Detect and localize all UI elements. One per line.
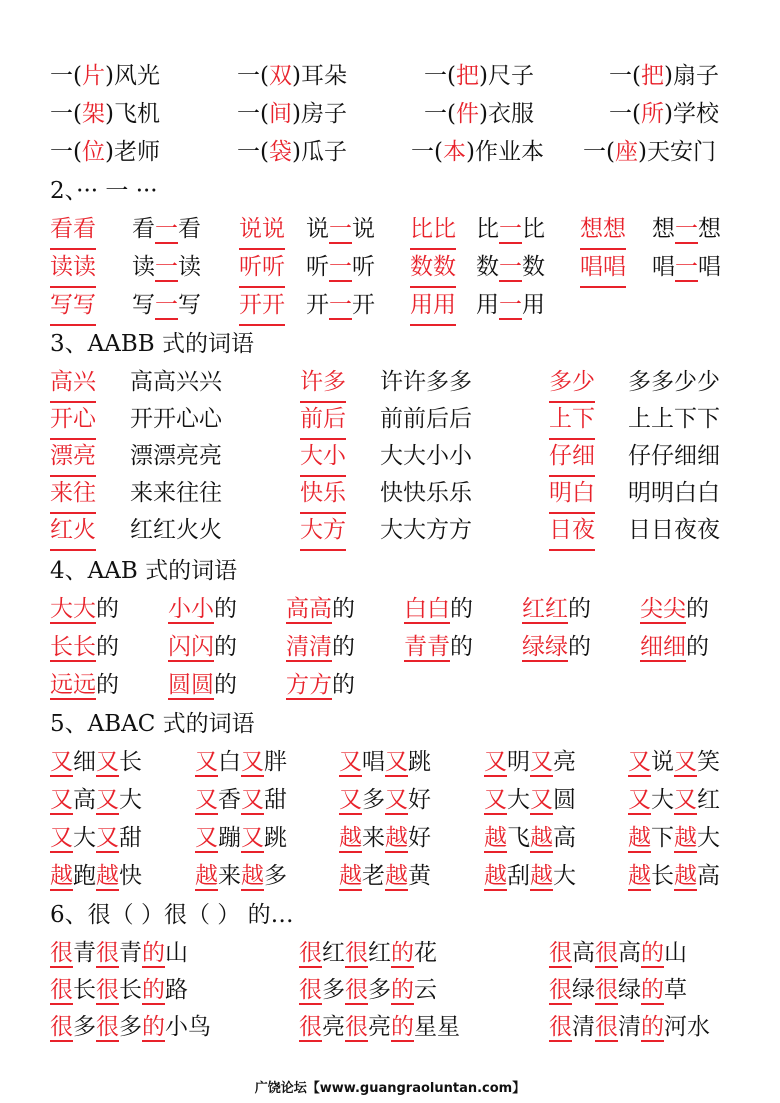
abac-row bbox=[0, 857, 780, 895]
abac-row bbox=[0, 781, 780, 819]
measure-item: 一(所)学校 bbox=[609, 101, 719, 127]
verb-pair: 数数 bbox=[410, 248, 456, 288]
footer-site-link[interactable]: 广饶论坛【www.guangraoluntan.com】 bbox=[254, 1081, 526, 1096]
verb-form: 比一比 bbox=[476, 216, 545, 242]
hen-phrase: 很多很多的云 bbox=[299, 977, 437, 1003]
verb-form: 开一开 bbox=[306, 292, 375, 318]
aabb-row bbox=[0, 400, 780, 438]
base-word: 多少 bbox=[549, 363, 595, 403]
measure-item: 一(本)作业本 bbox=[411, 139, 544, 165]
abac-word: 越飞越高 bbox=[484, 825, 576, 851]
measure-row bbox=[0, 95, 780, 133]
abac-word: 越长越高 bbox=[628, 863, 720, 889]
aab-word: 远远的 bbox=[50, 672, 119, 698]
base-word: 仔细 bbox=[549, 437, 595, 477]
aabb-word: 来来往往 bbox=[130, 480, 222, 506]
base-word: 开心 bbox=[50, 400, 96, 440]
aab-row bbox=[0, 628, 780, 666]
verb-pair: 想想 bbox=[580, 210, 626, 250]
measure-item: 一(双)耳朵 bbox=[237, 63, 347, 89]
verb-form: 看一看 bbox=[132, 216, 201, 242]
abac-word: 越刮越大 bbox=[484, 863, 576, 889]
base-word: 前后 bbox=[300, 400, 346, 440]
verb-row bbox=[0, 248, 780, 286]
measure-item: 一(间)房子 bbox=[237, 101, 347, 127]
aabb-word: 开开心心 bbox=[130, 406, 222, 432]
base-word: 上下 bbox=[549, 400, 595, 440]
section-heading: 5、ABAC 式的词语 bbox=[50, 711, 255, 737]
verb-row bbox=[0, 286, 780, 324]
aabb-word: 上上下下 bbox=[628, 406, 720, 432]
aab-word: 方方的 bbox=[286, 672, 355, 698]
aabb-word: 高高兴兴 bbox=[130, 369, 222, 395]
abac-word: 又大又红 bbox=[628, 787, 720, 813]
base-word: 大小 bbox=[300, 437, 346, 477]
abac-word: 又唱又跳 bbox=[339, 749, 431, 775]
aabb-word: 大大小小 bbox=[380, 443, 472, 469]
aabb-word: 多多少少 bbox=[628, 369, 720, 395]
aabb-row bbox=[0, 437, 780, 475]
hen-phrase: 很清很清的河水 bbox=[549, 1014, 710, 1040]
hen-row bbox=[0, 971, 780, 1009]
measure-item: 一(架)飞机 bbox=[50, 101, 160, 127]
verb-pair: 用用 bbox=[410, 286, 456, 326]
verb-pair: 写写 bbox=[50, 286, 96, 326]
aabb-row bbox=[0, 511, 780, 549]
measure-item: 一(把)尺子 bbox=[424, 63, 534, 89]
verb-form: 写一写 bbox=[132, 292, 201, 318]
hen-phrase: 很红很红的花 bbox=[299, 940, 437, 966]
hen-phrase: 很绿很绿的草 bbox=[549, 977, 687, 1003]
base-word: 许多 bbox=[300, 363, 346, 403]
base-word: 漂亮 bbox=[50, 437, 96, 477]
abac-word: 又说又笑 bbox=[628, 749, 720, 775]
base-word: 明白 bbox=[549, 474, 595, 514]
abac-word: 越下越大 bbox=[628, 825, 720, 851]
verb-pair: 听听 bbox=[239, 248, 285, 288]
verb-pair: 比比 bbox=[410, 210, 456, 250]
hen-row bbox=[0, 934, 780, 972]
verb-form: 想一想 bbox=[652, 216, 721, 242]
abac-word: 又大又圆 bbox=[484, 787, 576, 813]
aabb-word: 日日夜夜 bbox=[628, 517, 720, 543]
base-word: 大方 bbox=[300, 511, 346, 551]
abac-row bbox=[0, 743, 780, 781]
hen-phrase: 很高很高的山 bbox=[549, 940, 687, 966]
aab-word: 长长的 bbox=[50, 634, 119, 660]
aab-word: 小小的 bbox=[168, 596, 237, 622]
aab-word: 白白的 bbox=[404, 596, 473, 622]
aab-word: 细细的 bbox=[640, 634, 709, 660]
verb-pair: 看看 bbox=[50, 210, 96, 250]
aab-word: 青青的 bbox=[404, 634, 473, 660]
verb-form: 唱一唱 bbox=[652, 254, 721, 280]
hen-phrase: 很亮很亮的星星 bbox=[299, 1014, 460, 1040]
aabb-word: 前前后后 bbox=[380, 406, 472, 432]
verb-pair: 开开 bbox=[239, 286, 285, 326]
verb-pair: 说说 bbox=[239, 210, 285, 250]
abac-word: 又大又甜 bbox=[50, 825, 142, 851]
aab-word: 尖尖的 bbox=[640, 596, 709, 622]
base-word: 来往 bbox=[50, 474, 96, 514]
measure-item: 一(袋)瓜子 bbox=[237, 139, 347, 165]
aabb-word: 漂漂亮亮 bbox=[130, 443, 222, 469]
verb-pair: 唱唱 bbox=[580, 248, 626, 288]
abac-word: 越来越好 bbox=[339, 825, 431, 851]
hen-phrase: 很多很多的小鸟 bbox=[50, 1014, 211, 1040]
base-word: 日夜 bbox=[549, 511, 595, 551]
aab-row bbox=[0, 590, 780, 628]
verb-form: 数一数 bbox=[476, 254, 545, 280]
section-heading: 6、很（ ）很（ ） 的… bbox=[50, 902, 294, 928]
abac-word: 越老越黄 bbox=[339, 863, 431, 889]
section-heading: 2、··· 一 ··· bbox=[50, 178, 158, 204]
aabb-word: 红红火火 bbox=[130, 517, 222, 543]
hen-phrase: 很青很青的山 bbox=[50, 940, 188, 966]
abac-word: 越跑越快 bbox=[50, 863, 142, 889]
aabb-row bbox=[0, 474, 780, 512]
hen-phrase: 很长很长的路 bbox=[50, 977, 188, 1003]
aab-word: 清清的 bbox=[286, 634, 355, 660]
verb-row bbox=[0, 210, 780, 248]
base-word: 高兴 bbox=[50, 363, 96, 403]
verb-form: 用一用 bbox=[476, 292, 545, 318]
abac-row bbox=[0, 819, 780, 857]
abac-word: 又蹦又跳 bbox=[195, 825, 287, 851]
aab-row bbox=[0, 666, 780, 704]
aab-word: 圆圆的 bbox=[168, 672, 237, 698]
section-heading: 3、AABB 式的词语 bbox=[50, 331, 254, 357]
aabb-word: 许许多多 bbox=[380, 369, 472, 395]
measure-item: 一(件)衣服 bbox=[424, 101, 534, 127]
verb-form: 听一听 bbox=[306, 254, 375, 280]
measure-item: 一(把)扇子 bbox=[609, 63, 719, 89]
verb-form: 读一读 bbox=[132, 254, 201, 280]
verb-form: 说一说 bbox=[306, 216, 375, 242]
aab-word: 高高的 bbox=[286, 596, 355, 622]
section-heading: 4、AAB 式的词语 bbox=[50, 558, 238, 584]
measure-row bbox=[0, 57, 780, 95]
verb-pair: 读读 bbox=[50, 248, 96, 288]
aabb-word: 快快乐乐 bbox=[380, 480, 472, 506]
hen-row bbox=[0, 1008, 780, 1046]
measure-item: 一(座)天安门 bbox=[583, 139, 716, 165]
abac-word: 越来越多 bbox=[195, 863, 287, 889]
base-word: 红火 bbox=[50, 511, 96, 551]
aabb-word: 明明白白 bbox=[628, 480, 720, 506]
aab-word: 大大的 bbox=[50, 596, 119, 622]
aabb-word: 大大方方 bbox=[380, 517, 472, 543]
abac-word: 又高又大 bbox=[50, 787, 142, 813]
aabb-row bbox=[0, 363, 780, 401]
aab-word: 红红的 bbox=[522, 596, 591, 622]
base-word: 快乐 bbox=[300, 474, 346, 514]
abac-word: 又细又长 bbox=[50, 749, 142, 775]
abac-word: 又多又好 bbox=[339, 787, 431, 813]
abac-word: 又明又亮 bbox=[484, 749, 576, 775]
aabb-word: 仔仔细细 bbox=[628, 443, 720, 469]
abac-word: 又白又胖 bbox=[195, 749, 287, 775]
aab-word: 绿绿的 bbox=[522, 634, 591, 660]
measure-item: 一(片)风光 bbox=[50, 63, 160, 89]
aab-word: 闪闪的 bbox=[168, 634, 237, 660]
measure-row bbox=[0, 133, 780, 171]
abac-word: 又香又甜 bbox=[195, 787, 287, 813]
measure-item: 一(位)老师 bbox=[50, 139, 160, 165]
